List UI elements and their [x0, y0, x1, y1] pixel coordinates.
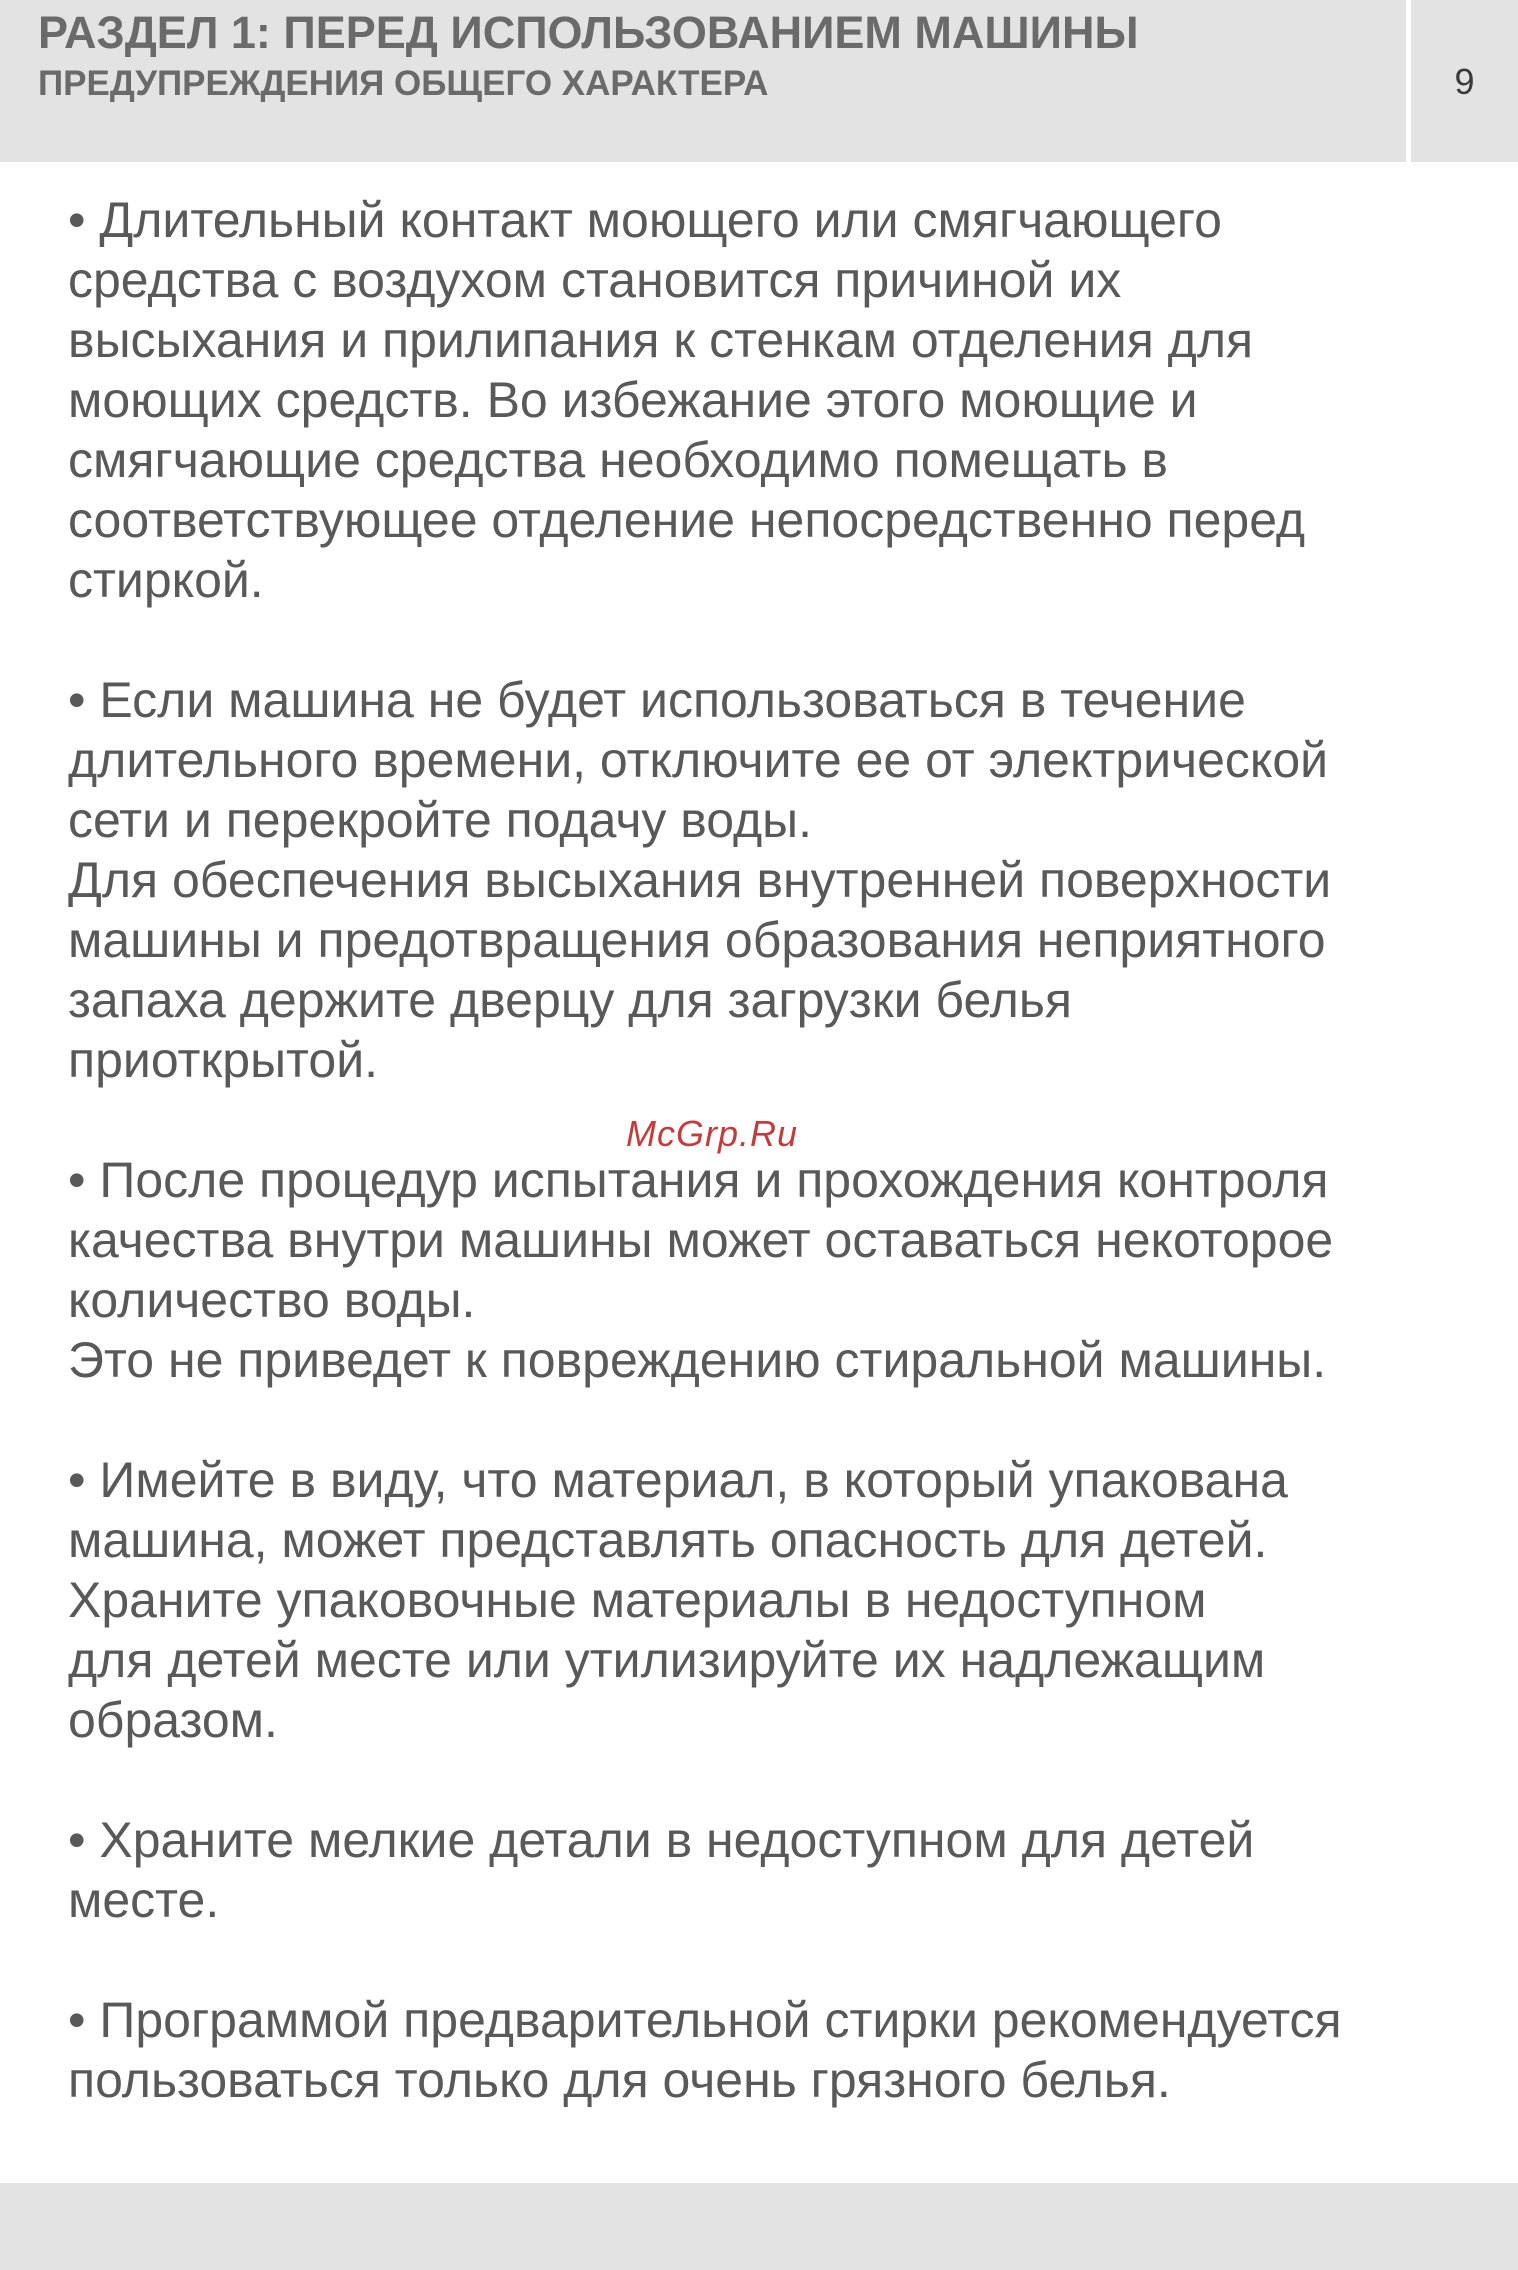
paragraph-line: • Программой предварительной стирки рекомендуется [68, 1992, 1342, 2048]
paragraph-line: • Храните мелкие детали в недоступном для детей [68, 1812, 1255, 1868]
paragraph-line: сети и перекройте подачу воды. [68, 792, 812, 848]
paragraph-line: • Имейте в виду, что материал, в который упакована [68, 1452, 1288, 1508]
warning-paragraph [68, 1810, 1513, 1930]
paragraph-line: • Если машина не будет использоваться в течение [68, 672, 1246, 728]
paragraph-line: для детей месте или утилизируйте их надлежащим [68, 1632, 1266, 1688]
page-footer-band [0, 2183, 1518, 2270]
paragraph-line: Это не приведет к повреждению стиральной машины. [68, 1332, 1327, 1388]
warning-paragraph [68, 1450, 1513, 1750]
paragraph-line: • Длительный контакт моющего или смягчающего [68, 192, 1222, 248]
warnings-content [68, 190, 1513, 2170]
watermark-text: McGrp.Ru [626, 1113, 799, 1154]
paragraph-line: образом. [68, 1692, 278, 1748]
paragraph-line: • После процедур испытания и прохождения контроля [68, 1152, 1329, 1208]
section-subtitle: ПРЕДУПРЕЖДЕНИЯ ОБЩЕГО ХАРАКТЕРА [38, 64, 769, 103]
paragraph-line: машина, может представлять опасность для детей. [68, 1512, 1268, 1568]
paragraph-line: средства с воздухом становится причиной их [68, 252, 1122, 308]
paragraph-line: количество воды. [68, 1272, 476, 1328]
paragraph-line: машины и предотвращения образования неприятного [68, 912, 1326, 968]
paragraph-line: стиркой. [68, 552, 264, 608]
paragraph-line: Для обеспечения высыхания внутренней поверхности [68, 852, 1332, 908]
paragraph-line: моющих средств. Во избежание этого моющие и [68, 372, 1198, 428]
page-number: 9 [1454, 61, 1475, 102]
warning-paragraph [68, 1990, 1513, 2110]
paragraph-line: Храните упаковочные материалы в недоступном [68, 1572, 1207, 1628]
warning-paragraph [68, 190, 1513, 610]
paragraph-line: пользоваться только для очень грязного белья. [68, 2052, 1171, 2108]
paragraph-line: соответствующее отделение непосредственно перед [68, 492, 1306, 548]
paragraph-line: смягчающие средства необходимо помещать в [68, 432, 1168, 488]
warning-paragraph [68, 1150, 1513, 1390]
paragraph-line: запаха держите дверцу для загрузки белья [68, 972, 1072, 1028]
paragraph-line: длительного времени, отключите ее от электрической [68, 732, 1329, 788]
paragraph-line: качества внутри машины может оставаться некоторое [68, 1212, 1334, 1268]
section-title: РАЗДЕЛ 1: ПЕРЕД ИСПОЛЬЗОВАНИЕМ МАШИНЫ [38, 7, 1139, 58]
paragraph-line: месте. [68, 1872, 220, 1928]
paragraph-line: высыхания и прилипания к стенкам отделения для [68, 312, 1254, 368]
warning-paragraph [68, 670, 1513, 1090]
paragraph-line: приоткрытой. [68, 1032, 379, 1088]
